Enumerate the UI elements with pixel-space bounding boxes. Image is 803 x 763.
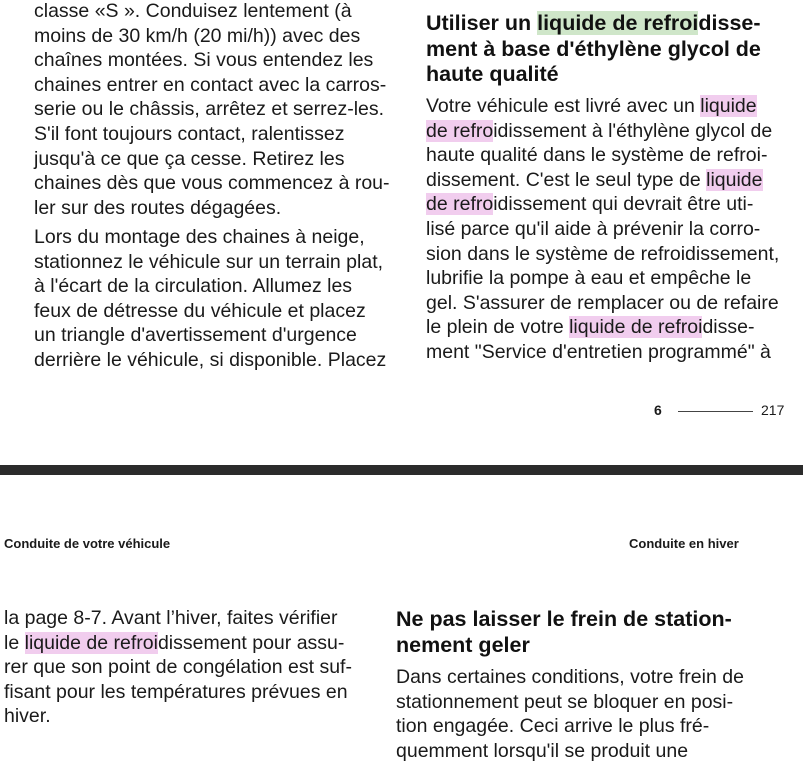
search-highlight: liquide xyxy=(700,95,757,117)
search-highlight: de refro xyxy=(426,193,494,216)
page-divider xyxy=(0,465,803,475)
search-highlight: de refro xyxy=(426,119,494,142)
p1-right-body: Votre véhicule est livré avec un liquide de refroidissement à l'éthylène glycol de haute qualité dans le système de refroi- dissement. C'est le seul type de liquide de refroidissement qui devrait être uti- lisé parce qu'il aide à prévenir la corro- sion dans le système de refroidissement, lubrifie la pompe à eau et empêche le gel. S'assurer de remplacer ou de refaire le plein de votre liquide de refroidisse- ment "Service d'entretien programmé" à xyxy=(426,95,780,363)
p1-right-heading: Utiliser un liquide de refroidisse- ment à base d'éthylène glycol de haute qualité xyxy=(426,11,761,86)
p1-left-para-1: classe «S ». Conduisez lentement (à moins de 30 km/h (20 mi/h)) avec des chaînes montées. Si vous entendez les chaines entrer en contact avec la carros- serie ou le châssis, arrêtez et serrez-les. S'il font toujours contact, ralentissez jusqu'à ce que ça cesse. Retirez les chaines dès que vous commencez à rou- ler sur des routes dégagées. xyxy=(34,0,390,219)
current-search-highlight: liquide de refroi xyxy=(537,11,699,35)
p2-right-body: Dans certaines conditions, votre frein de stationnement peut se bloquer en posi- tion engagée. Ceci arrive le plus fré- quemment lorsqu'il se produit une xyxy=(396,666,744,762)
p1-left-para-2: Lors du montage des chaines à neige, stationnez le véhicule sur un terrain plat, à l'écart de la circulation. Allumez les feux de détresse du véhicule et placez un triangle d'avertissement d'urgence derrière le véhicule, si disponible. Placez xyxy=(34,226,387,371)
page-number: 217 xyxy=(761,402,785,418)
running-header-right: Conduite en hiver xyxy=(629,536,739,551)
p2-right-heading: Ne pas laisser le frein de station- nement geler xyxy=(396,607,732,657)
search-highlight: liquide de refroi xyxy=(569,316,703,339)
chapter-number: 6 xyxy=(654,402,662,418)
search-highlight: liquide xyxy=(706,168,763,191)
p2-left-para: la page 8-7. Avant l’hiver, faites vérifier le liquide de refroidissement pour assu- rer que son point de congélation est suf- fisant pour les températures prévues en hiver. xyxy=(4,607,352,728)
running-header-left: Conduite de votre véhicule xyxy=(4,536,171,551)
search-highlight: liquide de refroi xyxy=(24,631,158,654)
footer-rule xyxy=(678,411,753,412)
